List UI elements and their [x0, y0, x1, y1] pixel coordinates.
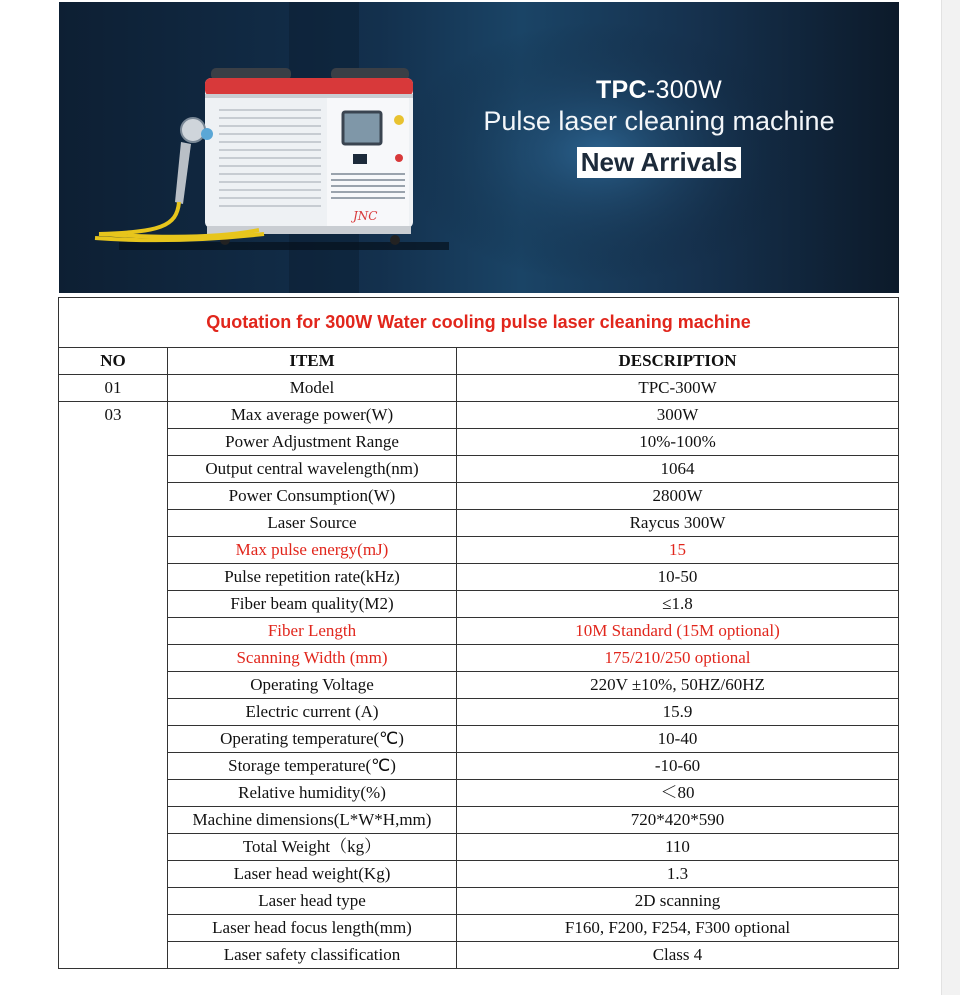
table-row	[59, 672, 899, 699]
row-description: 110	[457, 834, 899, 861]
row-item: Laser head weight(Kg)	[168, 861, 457, 888]
row-item: Max pulse energy(mJ)	[168, 537, 457, 564]
product-banner	[59, 2, 899, 293]
row-item: Laser head type	[168, 888, 457, 915]
row-item: Operating temperature(℃)	[168, 726, 457, 753]
row-item: Fiber beam quality(M2)	[168, 591, 457, 618]
new-arrivals-badge: New Arrivals	[577, 147, 742, 178]
row-description: 10-40	[457, 726, 899, 753]
table-row	[59, 402, 899, 429]
table-row	[59, 510, 899, 537]
table-row	[59, 861, 899, 888]
row-description: 300W	[457, 402, 899, 429]
table-row	[59, 375, 899, 402]
row-no: 01	[59, 375, 168, 402]
row-item: Machine dimensions(L*W*H,mm)	[168, 807, 457, 834]
table-row	[59, 618, 899, 645]
brand-logo: JNC	[353, 209, 378, 223]
table-row	[59, 429, 899, 456]
row-description: Class 4	[457, 942, 899, 969]
table-row	[59, 834, 899, 861]
table-row	[59, 591, 899, 618]
row-description: 15	[457, 537, 899, 564]
row-item: Storage temperature(℃)	[168, 753, 457, 780]
row-item: Electric current (A)	[168, 699, 457, 726]
row-item: Output central wavelength(nm)	[168, 456, 457, 483]
table-row	[59, 537, 899, 564]
row-item: Pulse repetition rate(kHz)	[168, 564, 457, 591]
table-row	[59, 726, 899, 753]
row-description: TPC-300W	[457, 375, 899, 402]
header-no: NO	[59, 348, 168, 375]
quotation-title-row	[59, 298, 899, 348]
row-item: Scanning Width (mm)	[168, 645, 457, 672]
row-item: Laser safety classification	[168, 942, 457, 969]
row-description: 2800W	[457, 483, 899, 510]
row-item: Total Weight（kg）	[168, 834, 457, 861]
banner-model: TPC-300W	[595, 76, 723, 104]
row-description: 720*420*590	[457, 807, 899, 834]
row-item: Model	[168, 375, 457, 402]
header-description: DESCRIPTION	[457, 348, 899, 375]
row-item: Power Adjustment Range	[168, 429, 457, 456]
table-row	[59, 456, 899, 483]
table-row	[59, 807, 899, 834]
table-row	[59, 483, 899, 510]
row-item: Laser head focus length(mm)	[168, 915, 457, 942]
quotation-title: Quotation for 300W Water cooling pulse laser cleaning machine	[59, 298, 899, 348]
header-row	[59, 348, 899, 375]
table-row	[59, 942, 899, 969]
row-description: Raycus 300W	[457, 510, 899, 537]
row-item: Operating Voltage	[168, 672, 457, 699]
banner-product-name: Pulse laser cleaning machine	[483, 106, 835, 136]
row-description: ＜80	[457, 780, 899, 807]
row-description: 10M Standard (15M optional)	[457, 618, 899, 645]
row-description: 2D scanning	[457, 888, 899, 915]
row-description: 10%-100%	[457, 429, 899, 456]
row-item: Relative humidity(%)	[168, 780, 457, 807]
row-description: 1.3	[457, 861, 899, 888]
table-row	[59, 699, 899, 726]
row-item: Power Consumption(W)	[168, 483, 457, 510]
row-item: Max average power(W)	[168, 402, 457, 429]
row-item: Fiber Length	[168, 618, 457, 645]
table-row	[59, 888, 899, 915]
row-description: 15.9	[457, 699, 899, 726]
row-item: Laser Source	[168, 510, 457, 537]
row-description: 10-50	[457, 564, 899, 591]
table-row	[59, 780, 899, 807]
header-item: ITEM	[168, 348, 457, 375]
row-no: 03	[59, 402, 168, 969]
row-description: 1064	[457, 456, 899, 483]
row-description: -10-60	[457, 753, 899, 780]
quotation-table	[58, 297, 899, 969]
table-row	[59, 915, 899, 942]
table-row	[59, 645, 899, 672]
row-description: F160, F200, F254, F300 optional	[457, 915, 899, 942]
row-description: 220V ±10%, 50HZ/60HZ	[457, 672, 899, 699]
table-row	[59, 753, 899, 780]
row-description: ≤1.8	[457, 591, 899, 618]
page-edge	[941, 0, 960, 995]
table-row	[59, 564, 899, 591]
row-description: 175/210/250 optional	[457, 645, 899, 672]
